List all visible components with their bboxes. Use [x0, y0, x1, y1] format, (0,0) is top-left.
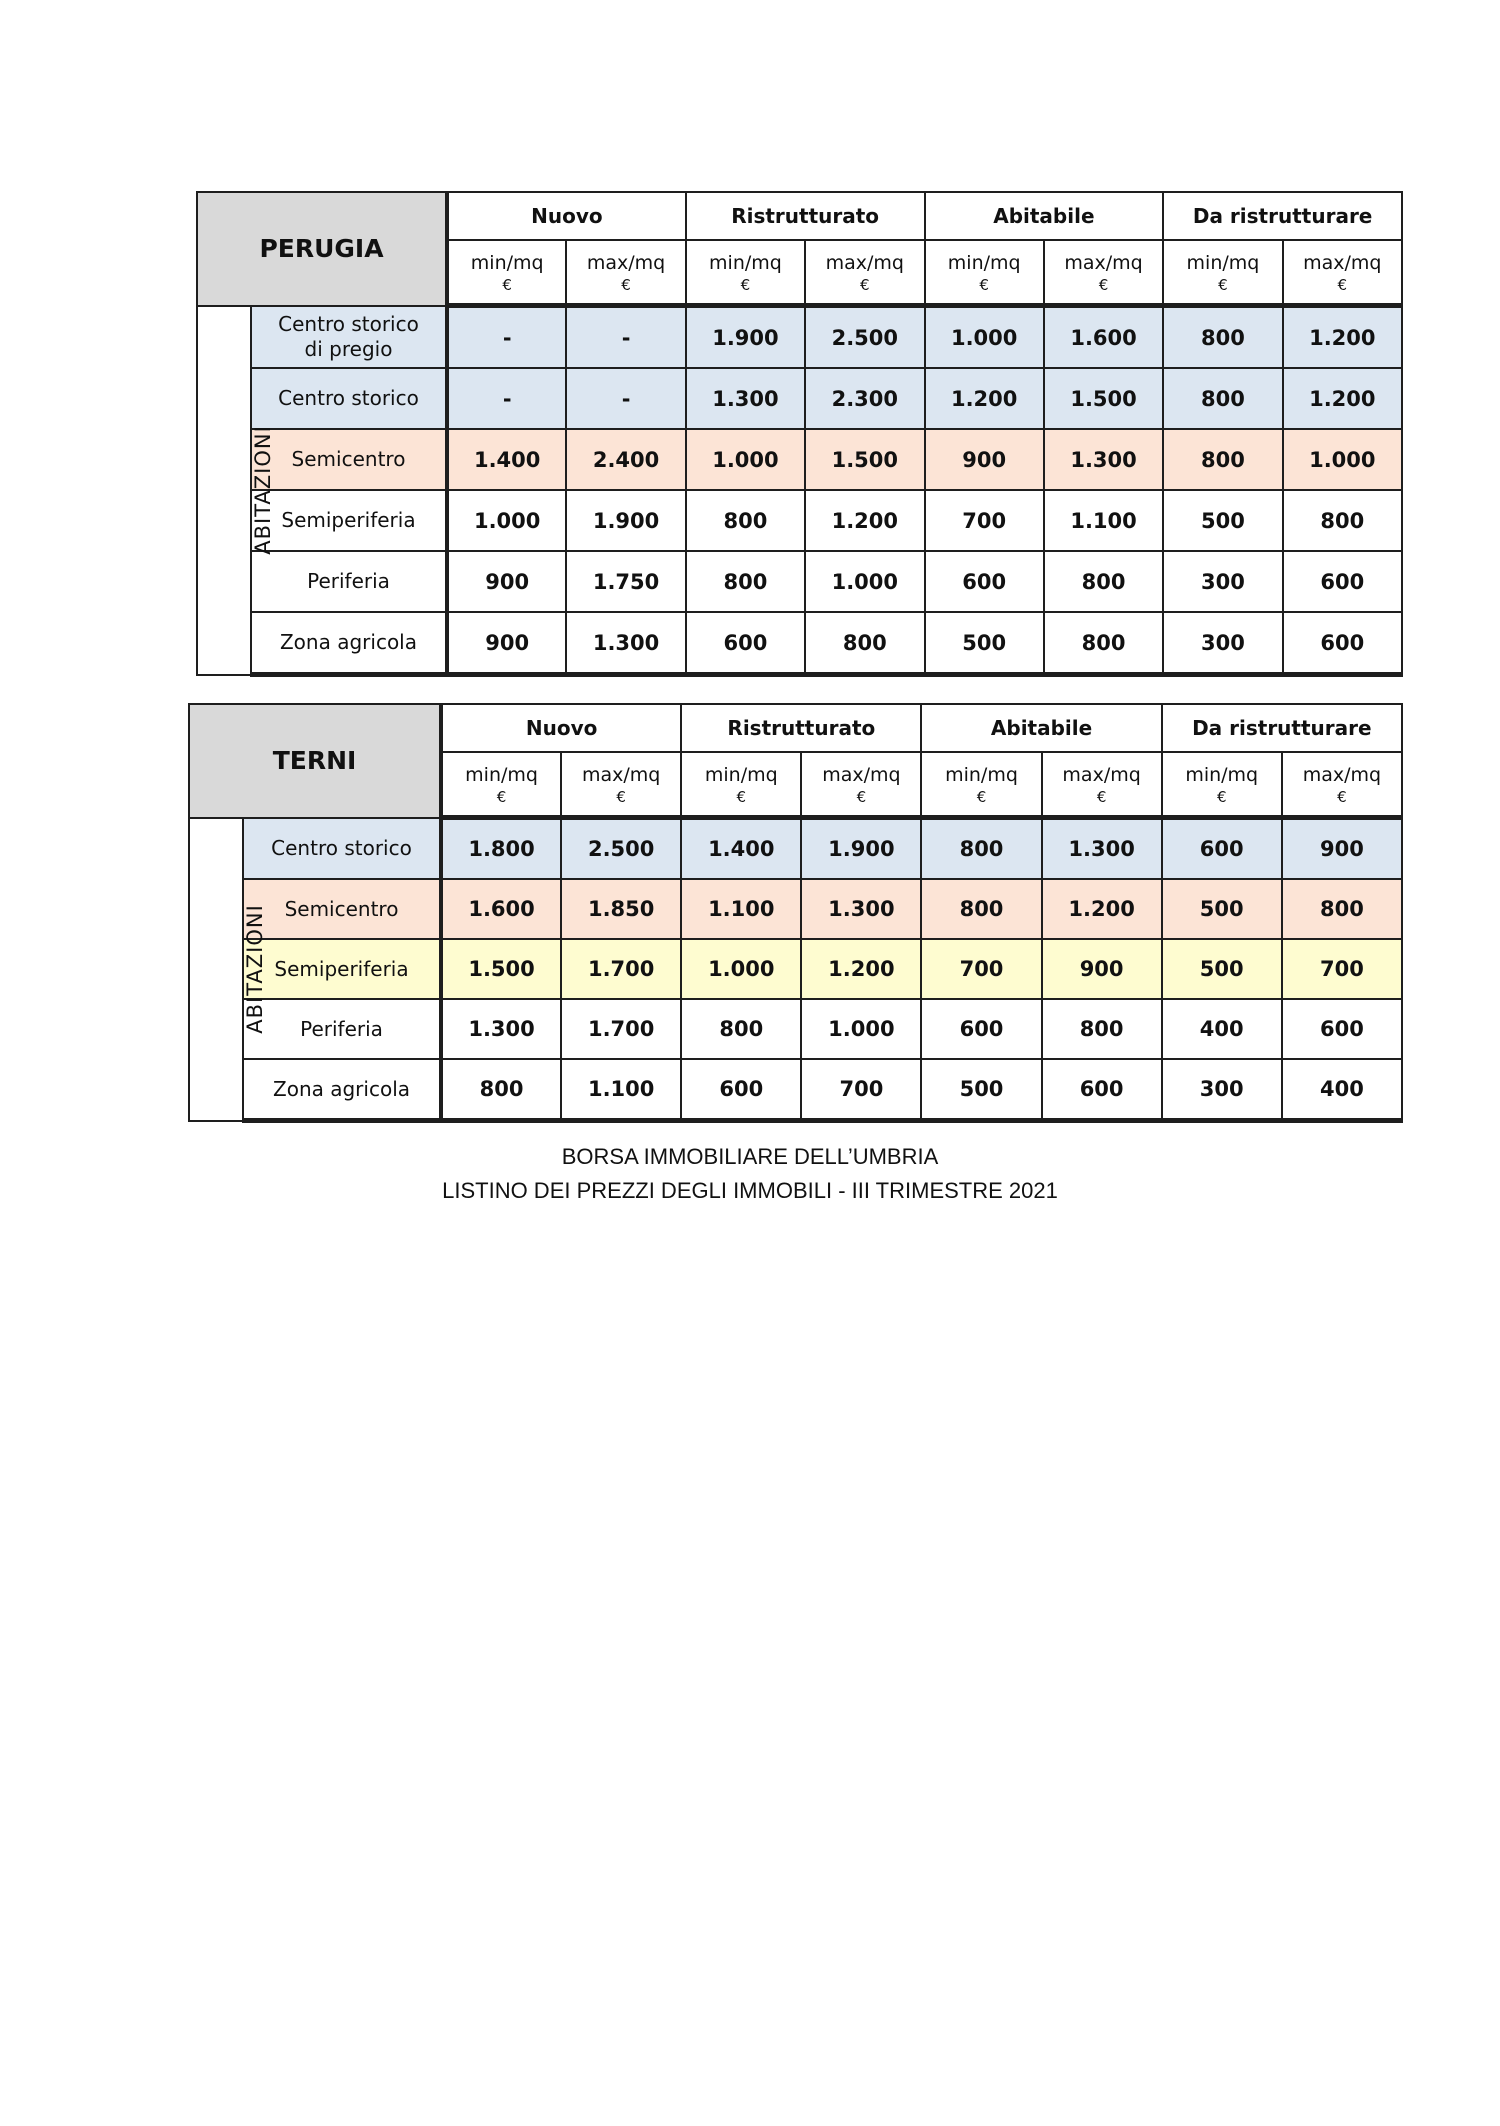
min-price-cell: -	[447, 306, 566, 369]
max-price-cell: 1.300	[801, 879, 921, 939]
min-price-cell: 500	[1163, 490, 1282, 551]
min-price-cell: 600	[1162, 818, 1282, 880]
max-price-cell: 1.200	[805, 490, 924, 551]
min-price-cell: 1.300	[686, 368, 805, 429]
category-label: ABITAZIONI	[242, 904, 267, 1034]
max-price-cell: 1.500	[805, 429, 924, 490]
group-nuovo: Nuovo	[441, 704, 681, 752]
zone-name: Centro storico	[251, 368, 447, 429]
max-price-cell: 600	[1042, 1059, 1162, 1121]
group-da-ristrutturare: Da ristrutturare	[1162, 704, 1402, 752]
zone-name: Centro storico	[243, 818, 441, 880]
max-price-cell: 2.500	[561, 818, 681, 880]
min-price-cell: 900	[447, 551, 566, 612]
zone-row	[189, 999, 1402, 1059]
zone-name: Periferia	[251, 551, 447, 612]
min-price-cell: -	[447, 368, 566, 429]
max-price-cell: 600	[1283, 551, 1402, 612]
zone-name: Centro storico di pregio	[251, 306, 447, 369]
max-price-cell: 1.100	[1044, 490, 1163, 551]
min-price-cell: 700	[925, 490, 1044, 551]
group-da-ristrutturare: Da ristrutturare	[1163, 192, 1402, 240]
group-abitabile: Abitabile	[925, 192, 1164, 240]
min-price-cell: 700	[921, 939, 1041, 999]
min-price-cell: 300	[1163, 612, 1282, 675]
zone-row	[197, 551, 1402, 612]
min-price-cell: 800	[1163, 368, 1282, 429]
max-price-cell: 600	[1283, 612, 1402, 675]
category-label: ABITAZIONI	[250, 425, 275, 555]
zone-name: Periferia	[243, 999, 441, 1059]
zone-row	[189, 1059, 1402, 1121]
min-price-cell: 1.000	[681, 939, 801, 999]
min-price-cell: 500	[1162, 879, 1282, 939]
min-per-sqm-header: min/mq €	[686, 240, 805, 306]
max-price-cell: 1.600	[1044, 306, 1163, 369]
max-price-cell: 1.700	[561, 999, 681, 1059]
max-price-cell: 1.000	[801, 999, 921, 1059]
min-price-cell: 1.000	[447, 490, 566, 551]
min-price-cell: 300	[1163, 551, 1282, 612]
max-price-cell: 800	[1283, 490, 1402, 551]
zone-name: Zona agricola	[243, 1059, 441, 1121]
min-price-cell: 600	[681, 1059, 801, 1121]
min-per-sqm-header: min/mq €	[925, 240, 1044, 306]
min-price-cell: 600	[686, 612, 805, 675]
min-price-cell: 1.100	[681, 879, 801, 939]
zone-row	[189, 939, 1402, 999]
min-price-cell: 1.300	[441, 999, 561, 1059]
min-price-cell: 800	[1163, 429, 1282, 490]
min-per-sqm-header: min/mq €	[447, 240, 566, 306]
max-price-cell: 700	[1282, 939, 1402, 999]
max-per-sqm-header: max/mq €	[561, 752, 681, 818]
min-price-cell: 500	[925, 612, 1044, 675]
min-per-sqm-header: min/mq €	[921, 752, 1041, 818]
zone-row	[197, 306, 1402, 369]
max-price-cell: 800	[1042, 999, 1162, 1059]
max-price-cell: -	[566, 306, 685, 369]
max-price-cell: 1.200	[1042, 879, 1162, 939]
min-price-cell: 500	[1162, 939, 1282, 999]
max-price-cell: 400	[1282, 1059, 1402, 1121]
min-per-sqm-header: min/mq €	[681, 752, 801, 818]
min-price-cell: 400	[1162, 999, 1282, 1059]
max-price-cell: 1.000	[1283, 429, 1402, 490]
group-ristrutturato: Ristrutturato	[681, 704, 921, 752]
max-price-cell: 1.000	[805, 551, 924, 612]
max-per-sqm-header: max/mq €	[1044, 240, 1163, 306]
perugia-price-table	[196, 191, 1403, 677]
max-price-cell: 1.900	[801, 818, 921, 880]
zone-name: Semicentro	[243, 879, 441, 939]
caption-line-1: BORSA IMMOBILIARE DELL’UMBRIA	[561, 1144, 939, 1169]
max-price-cell: 800	[1282, 879, 1402, 939]
max-per-sqm-header: max/mq €	[805, 240, 924, 306]
group-ristrutturato: Ristrutturato	[686, 192, 925, 240]
max-price-cell: 700	[801, 1059, 921, 1121]
category-cell	[197, 306, 275, 675]
zone-row	[189, 818, 1402, 880]
max-price-cell: 1.900	[566, 490, 685, 551]
max-price-cell: 800	[1044, 551, 1163, 612]
min-price-cell: 1.000	[686, 429, 805, 490]
max-price-cell: 600	[1282, 999, 1402, 1059]
max-price-cell: 1.300	[1042, 818, 1162, 880]
max-price-cell: 1.850	[561, 879, 681, 939]
max-price-cell: 1.750	[566, 551, 685, 612]
max-price-cell: 800	[1044, 612, 1163, 675]
max-price-cell: 1.300	[566, 612, 685, 675]
min-price-cell: 1.200	[925, 368, 1044, 429]
max-price-cell: 1.200	[801, 939, 921, 999]
min-price-cell: 900	[447, 612, 566, 675]
max-price-cell: 1.200	[1283, 306, 1402, 369]
min-price-cell: 800	[686, 551, 805, 612]
zone-row	[197, 490, 1402, 551]
max-price-cell: 2.500	[805, 306, 924, 369]
max-price-cell: 800	[805, 612, 924, 675]
max-price-cell: 2.300	[805, 368, 924, 429]
min-per-sqm-header: min/mq €	[441, 752, 561, 818]
min-price-cell: 800	[921, 879, 1041, 939]
min-price-cell: 1.400	[681, 818, 801, 880]
min-per-sqm-header: min/mq €	[1163, 240, 1282, 306]
group-abitabile: Abitabile	[921, 704, 1161, 752]
min-price-cell: 900	[925, 429, 1044, 490]
min-price-cell: 600	[925, 551, 1044, 612]
zone-name: Semiperiferia	[251, 490, 447, 551]
max-price-cell: 900	[1042, 939, 1162, 999]
perugia-table	[196, 191, 1403, 677]
max-per-sqm-header: max/mq €	[801, 752, 921, 818]
city-name: PERUGIA	[197, 192, 447, 306]
min-price-cell: 600	[921, 999, 1041, 1059]
min-price-cell: 1.400	[447, 429, 566, 490]
max-per-sqm-header: max/mq €	[1282, 752, 1402, 818]
terni-table	[188, 703, 1403, 1123]
max-price-cell: 1.300	[1044, 429, 1163, 490]
perugia-rows	[197, 306, 1402, 675]
min-price-cell: 1.500	[441, 939, 561, 999]
min-price-cell: 1.800	[441, 818, 561, 880]
min-price-cell: 800	[921, 818, 1041, 880]
max-price-cell: 1.200	[1283, 368, 1402, 429]
zone-row	[197, 612, 1402, 675]
max-per-sqm-header: max/mq €	[1042, 752, 1162, 818]
min-price-cell: 1.900	[686, 306, 805, 369]
zone-name: Zona agricola	[251, 612, 447, 675]
max-price-cell: 900	[1282, 818, 1402, 880]
document-caption	[0, 1140, 1500, 1208]
zone-name: Semiperiferia	[243, 939, 441, 999]
category-cell	[189, 818, 267, 1121]
min-price-cell: 800	[686, 490, 805, 551]
zone-row	[197, 429, 1402, 490]
max-per-sqm-header: max/mq €	[566, 240, 685, 306]
min-price-cell: 800	[441, 1059, 561, 1121]
zone-row	[197, 368, 1402, 429]
max-price-cell: -	[566, 368, 685, 429]
city-name: TERNI	[189, 704, 441, 818]
max-per-sqm-header: max/mq €	[1283, 240, 1402, 306]
caption-line-2: LISTINO DEI PREZZI DEGLI IMMOBILI - III TRIMESTRE 2021	[442, 1178, 1058, 1203]
min-price-cell: 1.600	[441, 879, 561, 939]
min-price-cell: 800	[1163, 306, 1282, 369]
max-price-cell: 1.100	[561, 1059, 681, 1121]
min-price-cell: 800	[681, 999, 801, 1059]
terni-price-table	[188, 703, 1403, 1123]
zone-row	[189, 879, 1402, 939]
min-price-cell: 500	[921, 1059, 1041, 1121]
terni-rows	[189, 818, 1402, 1121]
min-price-cell: 300	[1162, 1059, 1282, 1121]
group-nuovo: Nuovo	[447, 192, 686, 240]
zone-name: Semicentro	[251, 429, 447, 490]
max-price-cell: 1.500	[1044, 368, 1163, 429]
max-price-cell: 1.700	[561, 939, 681, 999]
min-price-cell: 1.000	[925, 306, 1044, 369]
min-per-sqm-header: min/mq €	[1162, 752, 1282, 818]
max-price-cell: 2.400	[566, 429, 685, 490]
